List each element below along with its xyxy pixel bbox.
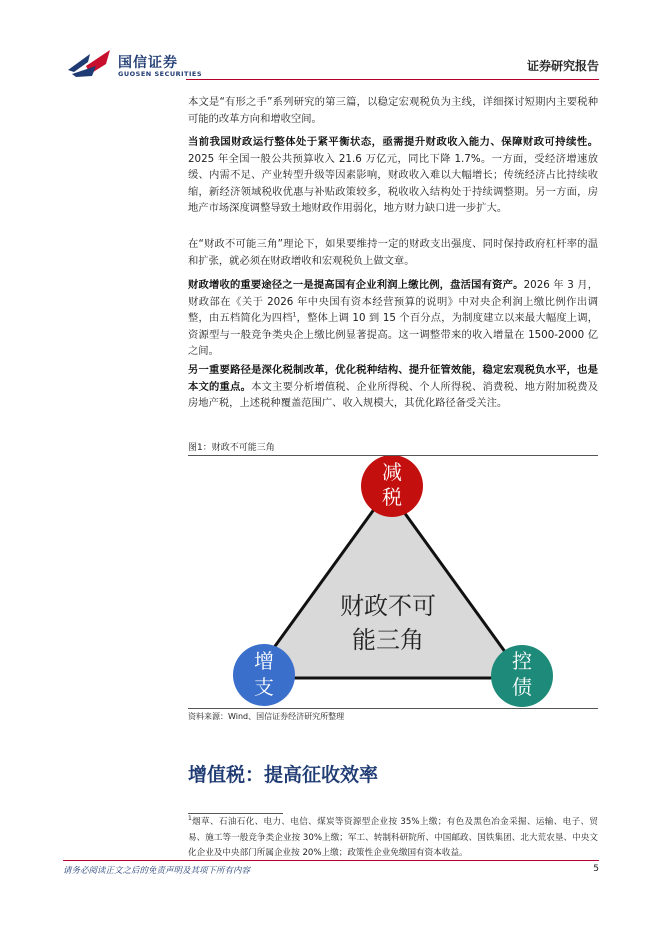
footnote: [188, 815, 598, 862]
figure-title: 图1：财政不可能三角: [188, 443, 275, 453]
paragraph-tax-reform: [188, 362, 598, 412]
guosen-logo-icon: [66, 48, 112, 78]
node-tax-cut-line1: 减: [382, 460, 402, 484]
node-debt-control-line2: 债: [512, 675, 532, 699]
figure-source: 资料来源：Wind、国信证券经济研究所整理: [188, 712, 345, 721]
paragraph-lead: 另一重要路径是深化税制改革，优化税种结构、提升征管效能，稳定宏观税负水平，也是本文的重点。: [188, 364, 598, 393]
paragraph-soe-profit: [188, 277, 598, 360]
triangle-center-label-line2: 能三角: [352, 626, 424, 654]
paragraph-text: 2026 年 3 月，财政部在《关于 2026 年中央国有资本经营预算的说明》中对央企利润上缴比例作出调整，由五档简化为四档: [188, 279, 599, 324]
paragraph-lead: 财政增收的重要途径之一是提高国有企业利润上缴比例，盘活国有资产。: [188, 279, 524, 291]
paragraph-fiscal-status: [188, 134, 598, 217]
node-spending-line1: 增: [254, 649, 274, 673]
header-divider: [186, 79, 599, 80]
figure-bottom-rule: [188, 708, 598, 709]
node-tax-cut-line2: 税: [382, 485, 402, 509]
paragraph-text: 本文主要分析增值税、企业所得税、个人所得税、消费税、地方附加税费及房地产税，上述税种覆盖范围广、收入规模大，其优化路径备受关注。: [188, 380, 599, 409]
report-type-label: 证券研究报告: [526, 59, 599, 73]
footnote-divider: [188, 813, 283, 814]
footnote-marker: 1: [188, 815, 192, 823]
paragraph-text: 2025 年全国一般公共预算收入 21.6 万亿元，同比下降 1.7%。一方面，受经济增速放缓、内需不足、产业转型升级等因素影响，财政收入难以大幅增长；传统经济占比持续收缩，新经济领域税收优惠与补贴政策较多，税收收入结构处于持续调整期。另一方面，房地产市场深度调整导致土地财政作用弱化，地方财力缺口进一步扩大。: [188, 152, 598, 214]
footnote-ref[interactable]: 1: [292, 311, 297, 319]
node-debt-control-line1: 控: [512, 649, 532, 673]
paragraph-text: 在“财政不可能三角”理论下，如果要维持一定的财政支出强度、同时保持政府杠杆率的温和扩张，就必须在财政增收和宏观税负上做文章。: [188, 238, 598, 267]
section-title: 增值税：提高征收效率: [188, 764, 379, 786]
node-spending-line2: 支: [254, 675, 274, 699]
paragraph-impossible-trinity: [188, 236, 598, 269]
triangle-center-label-line1: 财政不可: [340, 592, 436, 620]
paragraph-lead: 当前我国财政运行整体处于紧平衡状态，亟需提升财政收入能力、保障财政可持续性。: [188, 136, 598, 148]
company-name-cn: 国信证券: [118, 55, 178, 71]
paragraph-text: ，整体上调 10 到 15 个百分点，为制度建立以来最大幅度上调，资源型与一般竞争类央企上缴比例显著提高。这一调整带来的收入增量在 1500-2000 亿之间。: [188, 312, 599, 357]
impossible-trinity-diagram: [188, 456, 598, 708]
footer-divider: [63, 860, 599, 861]
page-number: 5: [593, 864, 599, 874]
paragraph-text: 本文是“有形之手”系列研究的第三篇，以稳定宏观税负为主线，详细探讨短期内主要税种可能的改革方向和增收空间。: [188, 96, 598, 125]
page-header: [0, 0, 662, 90]
footnote-text: 烟草、石油石化、电力、电信、煤炭等资源型企业按 35%上缴；有色及黑色冶金采掘、运输、电子、贸易、施工等一般竞争类企业按 30%上缴；军工、转制科研院所、中国邮政、国铁集团、北大荒农垦、中央文化企业及中央部门所属企业按 20%上缴；政策性企业免缴国有资本收益。: [188, 817, 598, 858]
footer-disclaimer[interactable]: 请务必阅读正文之后的免责声明及其项下所有内容: [63, 866, 251, 876]
company-name-en: GUOSEN SECURITIES: [118, 70, 203, 78]
paragraph-intro: [188, 94, 598, 127]
